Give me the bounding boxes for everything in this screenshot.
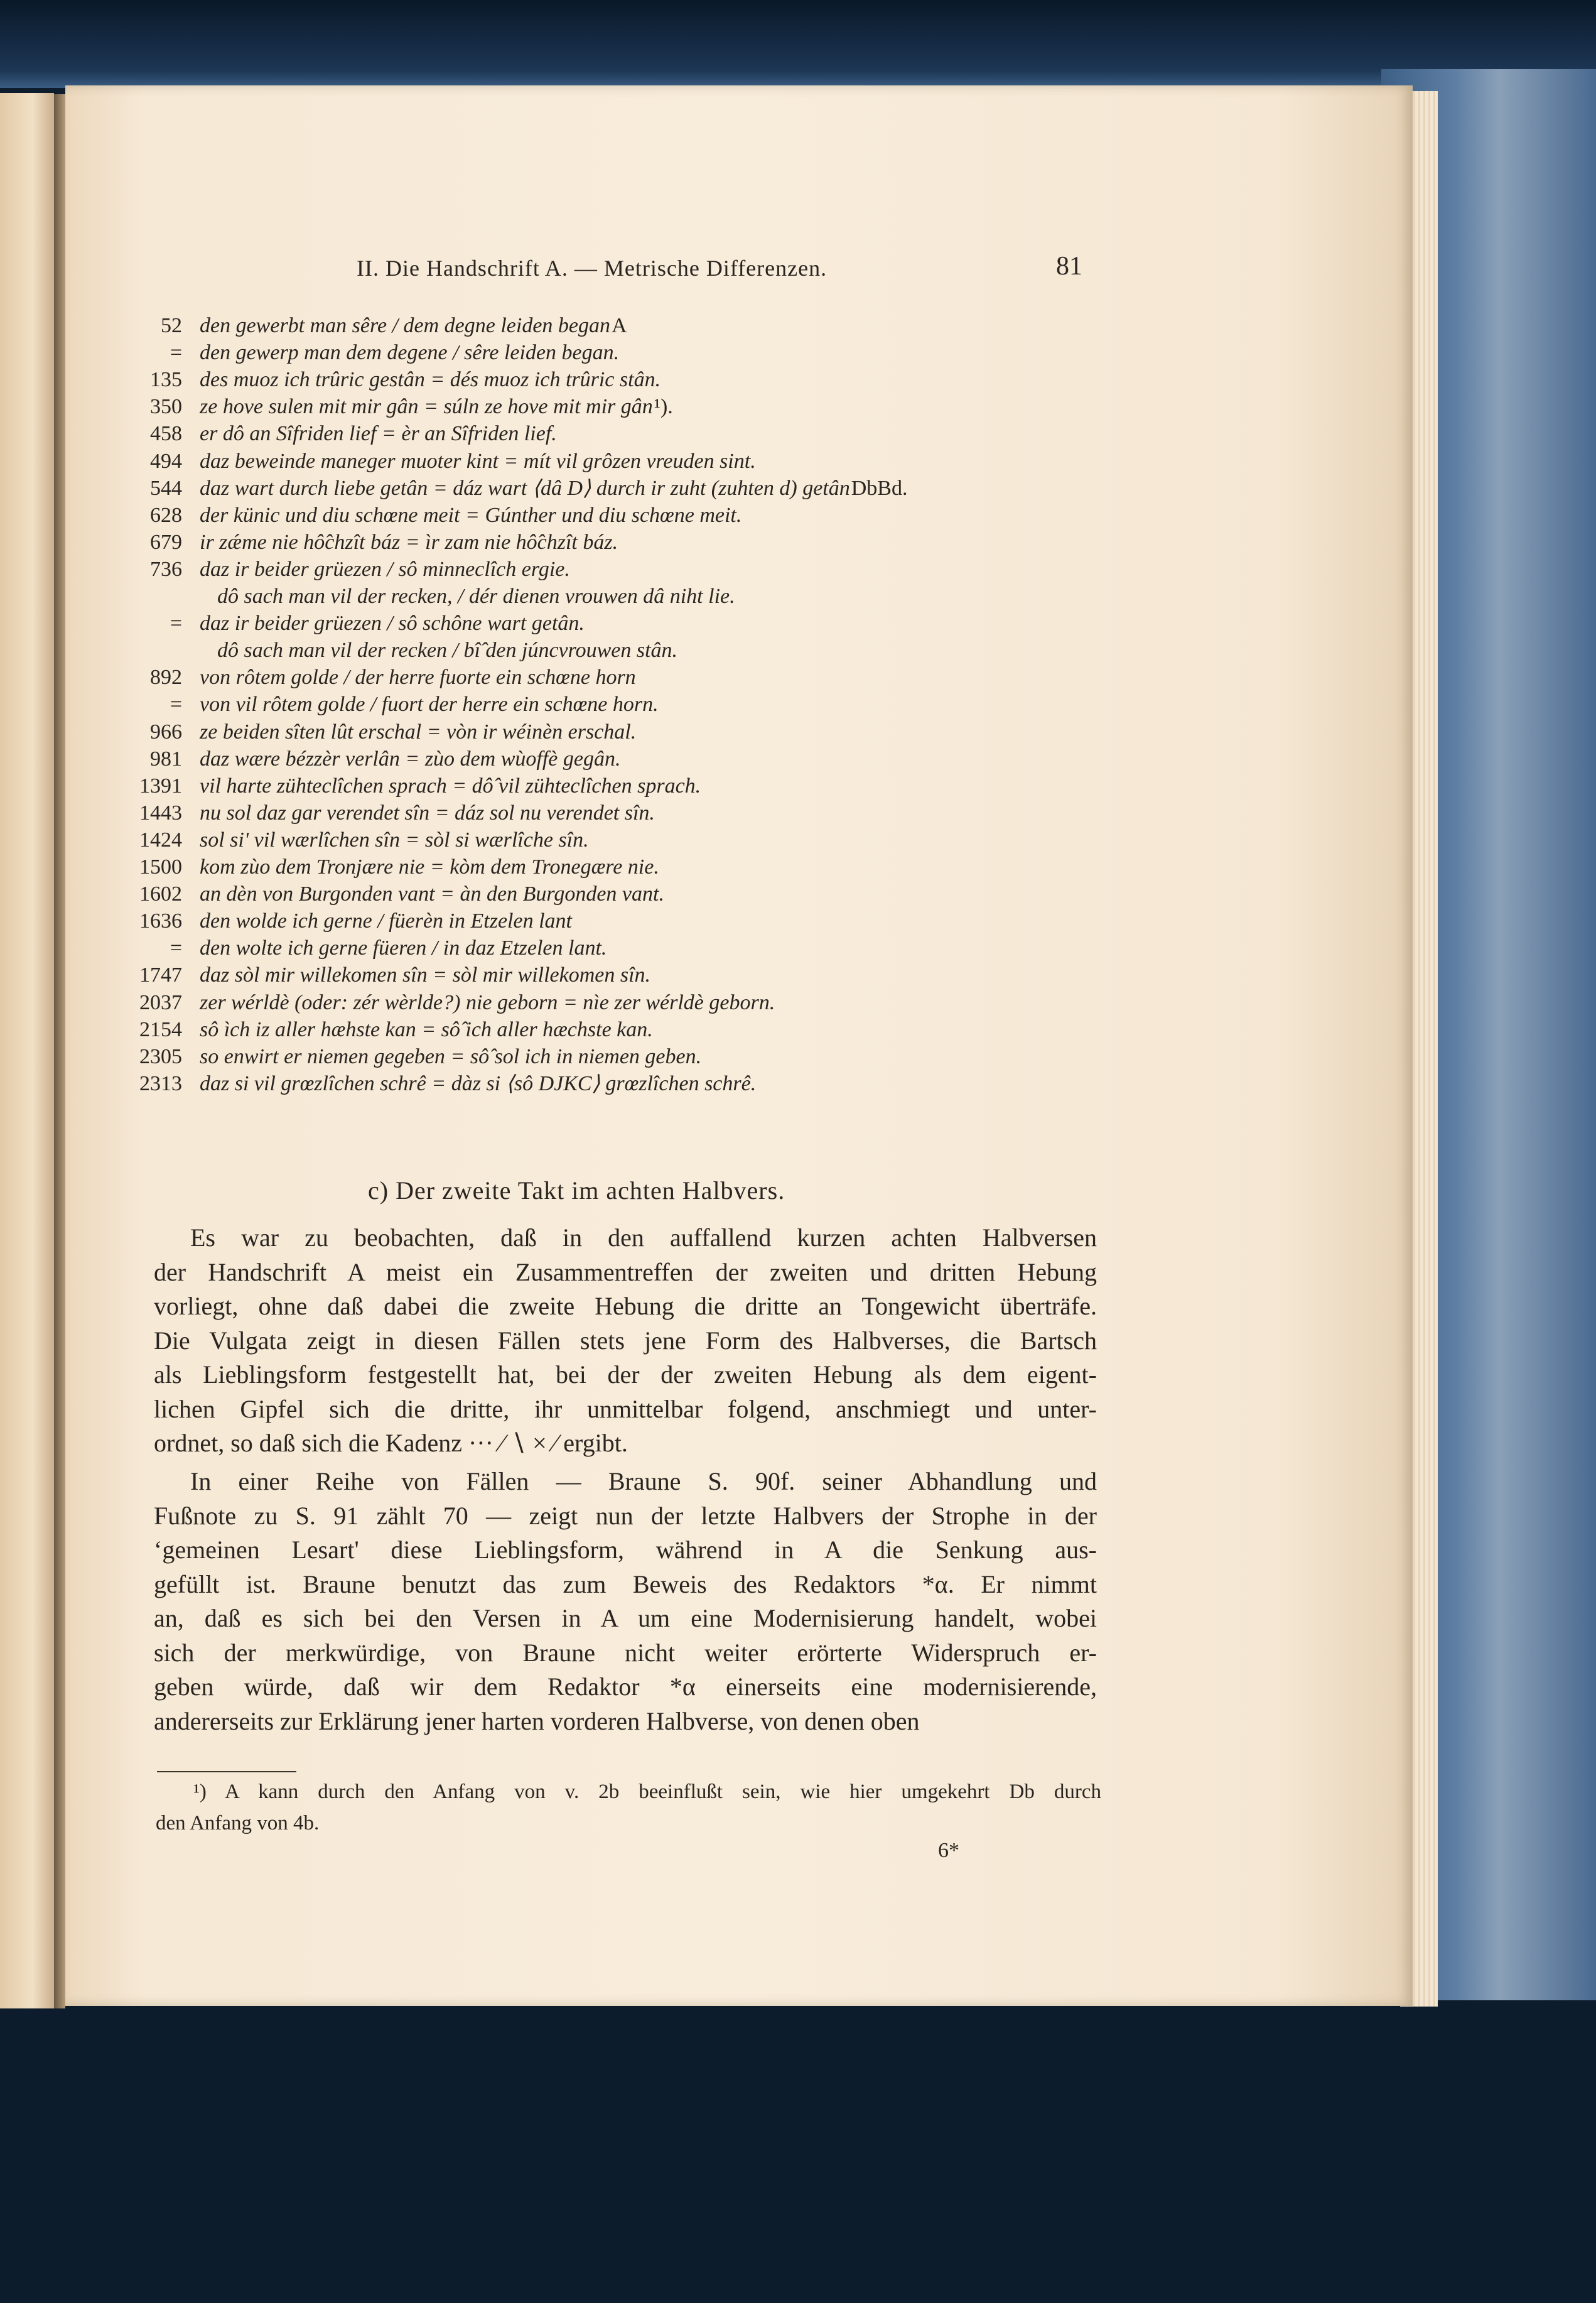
book-cover-bottom — [0, 2000, 1596, 2303]
verse-text: den gewerp man dem degene / sêre leiden began. — [200, 341, 620, 365]
verse-text: sol si' vil wærlîchen sîn = sòl si wærlîche sîn. — [200, 828, 589, 852]
verse-number: 628 — [150, 503, 182, 527]
verse-text: an dèn von Burgonden vant = àn den Burgonden vant. — [200, 882, 664, 906]
verse-row — [0, 772, 1507, 800]
verse-row — [0, 664, 1507, 691]
verse-row — [0, 420, 1507, 448]
verse-text: von rôtem golde / der herre fuorte ein schœne horn — [200, 666, 636, 690]
verse-number: = — [170, 936, 182, 960]
text-line: ʻgemeinen Lesart' diese Lieblingsform, während in A die Senkung aus- — [154, 1536, 1097, 1564]
verse-text: er dô an Sîfriden lief = èr an Sîfriden lief. — [200, 422, 557, 446]
verse-text: daz wart durch liebe getân = dáz wart ⟨dâ D⟩ durch ir zuht (zuhten d) getân — [200, 476, 850, 500]
verse-row — [0, 1016, 1507, 1044]
verse-number: 1391 — [139, 774, 182, 798]
verse-number: = — [170, 612, 182, 636]
verse-number: 1747 — [139, 963, 182, 987]
text-line: lichen Gipfel sich die dritte, ihr unmittelbar folgend, anschmiegt und unter- — [154, 1394, 1097, 1423]
text-line: ordnet, so daß sich die Kadenz ··· ⁄ ∖ × ⁄ ergibt. — [154, 1429, 628, 1457]
verse-row — [0, 366, 1507, 394]
verse-row — [0, 1070, 1507, 1098]
text-line: In einer Reihe von Fällen — Braune S. 90f. seiner Abhandlung und — [190, 1467, 1097, 1495]
verse-number: 1443 — [139, 801, 182, 825]
text-line: Es war zu beobachten, daß in den auffallend kurzen achten Halbversen — [190, 1223, 1097, 1252]
verse-number: 981 — [150, 747, 182, 771]
verse-row — [0, 312, 1507, 340]
verse-number: 2154 — [139, 1017, 182, 1041]
verse-text: dô sach man vil der recken, / dér dienen vrouwen dâ niht lie. — [217, 585, 735, 608]
text-line: andererseits zur Erklärung jener harten vorderen Halbverse, von denen oben — [154, 1706, 920, 1735]
verse-siglum: ¹). — [654, 395, 673, 419]
verse-text: sô ìch iz aller hæhste kan = sô̂ ich aller hæchste kan. — [200, 1017, 653, 1041]
verse-row — [0, 691, 1507, 718]
text-line: als Lieblingsform festgestellt hat, bei der der zweiten Hebung als dem eigent- — [154, 1360, 1097, 1389]
verse-number: 736 — [150, 557, 182, 581]
text-line: der Handschrift A meist ein Zusammentreffen der zweiten und dritten Hebung — [154, 1257, 1097, 1286]
verse-text: den wolde ich gerne / füerèn in Etzelen lant — [200, 909, 572, 933]
verse-row — [0, 393, 1507, 421]
verse-number: 458 — [150, 422, 182, 446]
verse-text: ze beiden sîten lût erschal = vòn ir wéinèn erschal. — [200, 720, 637, 744]
text-line: geben würde, daß wir dem Redaktor *α einerseits eine modernisierende, — [154, 1672, 1097, 1701]
book-cover-top — [0, 0, 1596, 88]
footnote-rule — [157, 1771, 296, 1772]
verse-number: 2313 — [139, 1071, 182, 1095]
running-title: II. Die Handschrift A. — Metrische Differenzen. — [357, 256, 828, 281]
verse-number: 350 — [150, 395, 182, 419]
verse-row — [0, 583, 1507, 610]
verse-text: nu sol daz gar verendet sîn = dáz sol nu verendet sîn. — [200, 801, 655, 825]
verse-text: ze hove sulen mit mir gân = súln ze hove mit mir gân — [200, 395, 653, 419]
verse-text: ir zǽme nie hô̂chzît báz = ìr zam nie hô̂chzît báz. — [200, 530, 618, 554]
verse-number: 966 — [150, 720, 182, 744]
page-number: 81 — [1056, 252, 1082, 281]
verse-row — [0, 339, 1507, 367]
text-line: vorliegt, ohne daß dabei die zweite Hebung die dritte an Tongewicht überträfe. — [154, 1292, 1097, 1320]
verse-number: = — [170, 693, 182, 717]
verse-text: daz si vil grœzlîchen schrê = dàz si ⟨sô DJKC⟩ grœzlîchen schrê. — [200, 1071, 757, 1095]
verse-number: 494 — [150, 449, 182, 473]
verse-number: 1602 — [139, 882, 182, 906]
text-line: gefüllt ist. Braune benutzt das zum Beweis des Redaktors *α. Er nimmt — [154, 1569, 1097, 1598]
verse-text: daz wære bézzèr verlân = zùo dem wùoffè gegân. — [200, 747, 621, 771]
verse-siglum: A — [612, 314, 627, 337]
verse-row — [0, 1043, 1507, 1071]
verse-number: 544 — [150, 476, 182, 500]
verse-row — [0, 556, 1507, 583]
verse-row — [0, 935, 1507, 962]
verse-text: den gewerbt man sêre / dem degne leiden began — [200, 314, 611, 337]
verse-row — [0, 475, 1507, 502]
verse-row — [0, 989, 1507, 1017]
verse-row — [0, 853, 1507, 881]
verse-number: 1424 — [139, 828, 182, 852]
verse-number: 892 — [150, 666, 182, 690]
verse-text: so enwirt er niemen gegeben = sô̂ sol ich in niemen geben. — [200, 1044, 702, 1068]
footnote — [156, 1776, 1101, 1839]
verse-text: zer wérldè (oder: zér wèrlde?) nie geborn = nìe zer wérldè geborn. — [200, 990, 775, 1014]
text-line: sich der merkwürdige, von Braune nicht weiter erörterte Widerspruch er- — [154, 1638, 1097, 1667]
verse-row — [0, 610, 1507, 637]
verse-text: des muoz ich trûric gestân = dés muoz ich trûric stân. — [200, 368, 661, 392]
verse-row — [0, 637, 1507, 664]
verse-siglum: DbBd. — [851, 476, 908, 500]
verse-number: 679 — [150, 530, 182, 554]
verse-row — [0, 529, 1507, 556]
verse-row — [0, 745, 1507, 773]
verse-row — [0, 718, 1507, 746]
verse-number: = — [170, 341, 182, 365]
verse-text: daz ir beider grüezen / sô minneclîch ergie. — [200, 557, 570, 581]
sheet-signature: 6* — [938, 1839, 959, 1862]
verse-text: dô sach man vil der recken / bî̂ den júncvrouwen stân. — [217, 639, 678, 663]
verse-number: 1636 — [139, 909, 182, 933]
footnote-line: ¹) A kann durch den Anfang von v. 2b beeinflußt sein, wie hier umgekehrt Db durch — [193, 1780, 1101, 1803]
verse-text: daz ir beider grüezen / sô schône wart getân. — [200, 612, 585, 636]
text-line: Fußnote zu S. 91 zählt 70 — zeigt nun der letzte Halbvers der Strophe in der — [154, 1501, 1097, 1530]
verse-row — [0, 826, 1507, 854]
section-heading: c) Der zweite Takt im achten Halbvers. — [368, 1176, 785, 1205]
verse-number: 52 — [161, 314, 182, 337]
paragraph-1 — [154, 1221, 1097, 1461]
verse-number: 135 — [150, 368, 182, 392]
verse-text: von vil rôtem golde / fuort der herre ein schœne horn. — [200, 693, 659, 717]
verse-row — [0, 502, 1507, 529]
verse-text: daz sòl mir willekomen sîn = sòl mir willekomen sîn. — [200, 963, 651, 987]
verse-text: vil harte zühteclîchen sprach = dô̂ vil zühteclîchen sprach. — [200, 774, 701, 798]
verse-row — [0, 448, 1507, 475]
verse-number: 2037 — [139, 990, 182, 1014]
verse-row — [0, 908, 1507, 935]
verse-number: 1500 — [139, 855, 182, 879]
verse-text: daz beweinde maneger muoter kint = mít vil grôzen vreuden sint. — [200, 449, 756, 473]
verse-row — [0, 881, 1507, 908]
verse-row — [0, 962, 1507, 989]
verse-text: der künic und diu schœne meit = Gúnther und diu schœne meit. — [200, 503, 742, 527]
text-line: an, daß es sich bei den Versen in A um eine Modernisierung handelt, wobei — [154, 1604, 1097, 1632]
text-line: Die Vulgata zeigt in diesen Fällen stets jene Form des Halbverses, die Bartsch — [154, 1326, 1097, 1355]
verse-number: 2305 — [139, 1044, 182, 1068]
footnote-line: den Anfang von 4b. — [156, 1812, 320, 1834]
verse-text: kom zùo dem Tronjære nie = kòm dem Tronegære nie. — [200, 855, 659, 879]
verse-row — [0, 799, 1507, 827]
verse-text: den wolte ich gerne füeren / in daz Etzelen lant. — [200, 936, 607, 960]
paragraph-2 — [154, 1465, 1097, 1738]
